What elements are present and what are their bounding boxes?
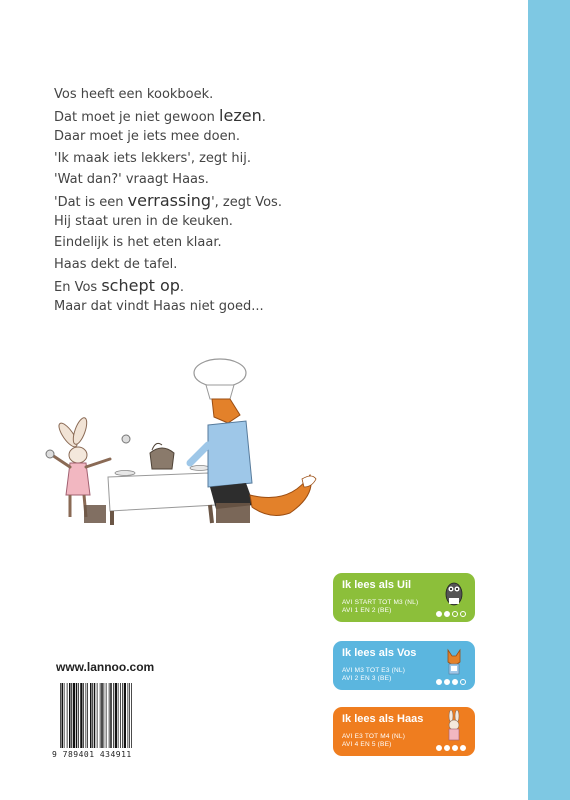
barcode-bar [115,683,117,748]
level-dot-filled [436,745,442,751]
level-range-nl: AVI M3 TOT E3 (NL) [342,667,406,674]
level-range-be: AVI 1 EN 2 (BE) [342,607,392,614]
barcode-bar [94,683,96,748]
barcode [60,683,155,748]
story-text [54,84,354,317]
story-line: Eindelijk is het eten klaar. [54,235,222,251]
level-indicator [436,745,466,751]
owl-icon [441,576,467,608]
level-name: Ik lees als Vos [342,647,417,659]
barcode-bar [83,683,84,748]
story-line: Dat moet je niet gewoon lezen. [54,106,266,126]
reading-level-badge [333,641,475,690]
level-dot-empty [452,611,458,617]
barcode-bar [101,683,103,748]
story-line: Vos heeft een kookboek. [54,87,214,102]
barcode-bar [113,683,114,748]
fox-and-hare-dinner-illustration [40,355,340,535]
barcode-bar [69,683,71,748]
story-line: Maar dat vindt Haas niet goed... [54,298,264,314]
barcode-bar [131,683,132,748]
story-line: En Vos schept op. [54,275,185,295]
level-dot-filled [452,745,458,751]
level-dot-empty [460,611,466,617]
level-range-be: AVI 2 EN 3 (BE) [342,675,392,682]
barcode-bar [97,683,98,748]
level-indicator [436,611,466,617]
barcode-bar [73,683,75,748]
barcode-bar [92,683,93,748]
story-line: 'Wat dan?' vraagt Haas. [54,171,209,187]
book-spine [528,0,570,800]
reading-level-badge [333,573,475,622]
barcode-digits: 9 789401 434911 [52,750,132,759]
barcode-bar [67,683,68,748]
publisher-website[interactable]: www.lannoo.com [56,660,155,674]
story-line: Daar moet je iets mee doen. [54,129,240,145]
level-dot-empty [460,679,466,685]
barcode-bar [86,683,87,748]
barcode-bar [109,683,110,748]
barcode-bar [76,683,78,748]
emphasis-word: verrassing [127,190,212,210]
barcode-bar [120,683,121,748]
level-dot-filled [436,679,442,685]
barcode-bar [118,683,119,748]
level-range-be: AVI 4 EN 5 (BE) [342,741,392,748]
level-dot-filled [452,679,458,685]
story-line: 'Dat is een verrassing', zegt Vos. [54,190,282,210]
barcode-bar [106,683,107,748]
barcode-bar [87,683,88,748]
barcode-bar [80,683,82,748]
story-line: 'Ik maak iets lekkers', zegt hij. [54,150,251,166]
level-indicator [436,679,466,685]
level-name: Ik lees als Uil [342,579,412,591]
barcode-bar [122,683,123,748]
barcode-bar [60,683,61,748]
story-line: Haas dekt de tafel. [54,256,178,272]
barcode-bar [110,683,112,748]
barcode-bar [62,683,64,748]
emphasis-word: schept op [101,275,180,295]
barcode-bar [71,683,72,748]
barcode-bar [104,683,105,748]
barcode-bar [128,683,129,748]
barcode-bar [90,683,92,748]
level-dot-filled [444,679,450,685]
story-line: Hij staat uren in de keuken. [54,214,233,230]
level-name: Ik lees als Haas [342,713,424,725]
barcode-bar [64,683,65,748]
barcode-bar [100,683,101,748]
barcode-bar [78,683,79,748]
level-dot-filled [460,745,466,751]
barcode-bar [129,683,130,748]
barcode-bar [124,683,126,748]
level-dot-filled [444,745,450,751]
level-range-nl: AVI START TOT M3 (NL) [342,599,419,606]
reading-level-badge [333,707,475,756]
level-dot-filled [444,611,450,617]
level-range-nl: AVI E3 TOT M4 (NL) [342,733,406,740]
fox-icon [441,644,467,676]
emphasis-word: lezen [219,106,262,126]
level-dot-filled [436,611,442,617]
hare-icon [441,710,467,742]
